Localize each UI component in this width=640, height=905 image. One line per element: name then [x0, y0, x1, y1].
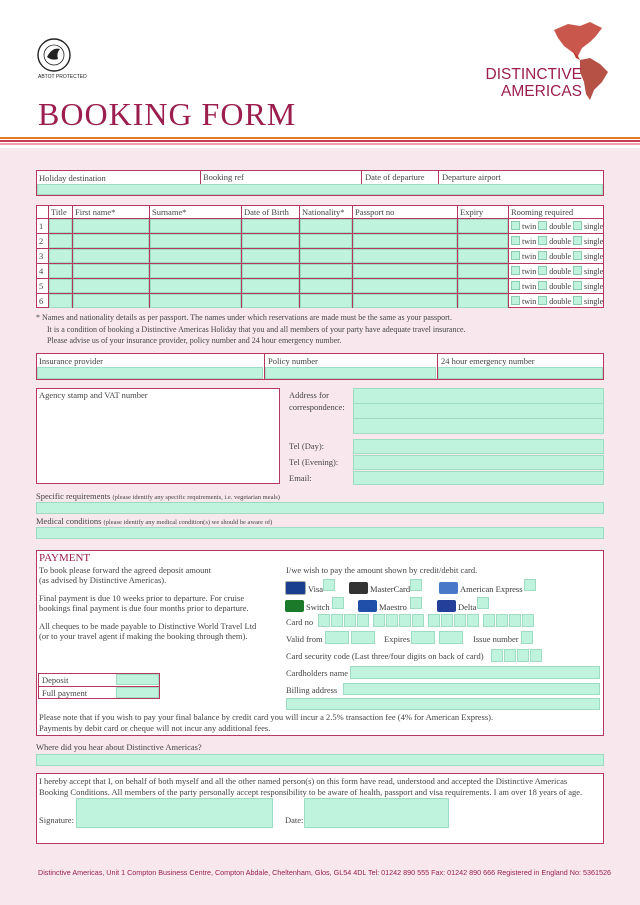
date-input[interactable] [304, 798, 449, 828]
amex-option [439, 579, 523, 597]
rooming-option-label: single [584, 252, 604, 261]
card-number-digit-input[interactable] [441, 614, 453, 627]
card-number-digit-input[interactable] [483, 614, 495, 627]
amex-card-icon [439, 582, 458, 594]
passenger-cell[interactable] [73, 279, 149, 293]
passenger-cell[interactable] [150, 294, 241, 308]
passenger-cell[interactable] [150, 219, 241, 233]
insurance-advice-note: Please advise us of your insurance provider, policy number and 24 hour emergency number. [47, 336, 342, 345]
passenger-header-5: Passport no [355, 207, 395, 217]
abtot-protected-icon [36, 37, 72, 73]
header-stripe-orange [0, 137, 640, 139]
rooming-option-label: twin [522, 282, 537, 291]
passport-note: * Names and nationality details as per passport. The names under which reservations are made must be the same as your passport. [36, 313, 452, 322]
declaration-text-1: I hereby accept that I, on behalf of both myself and all the other named person(s) on this form have read, understood and accepted the Distinctive Americas [39, 776, 568, 786]
signature-input[interactable] [76, 798, 273, 828]
visa-checkbox[interactable] [323, 579, 335, 591]
passenger-cell[interactable] [353, 279, 457, 293]
policy-number-label: Policy number [268, 356, 318, 366]
rooming-option-label: double [549, 237, 572, 246]
passenger-cell[interactable] [458, 249, 508, 263]
passenger-cell[interactable] [73, 294, 149, 308]
passenger-cell[interactable] [49, 249, 72, 263]
payment-text-2: (as advised by Distinctive Americas). [39, 575, 167, 585]
rooming-checkbox[interactable] [538, 296, 547, 305]
switch-card-icon [285, 600, 304, 612]
insurance-provider-label: Insurance provider [39, 356, 103, 366]
maestro-option [358, 597, 407, 615]
passenger-cell[interactable] [353, 234, 457, 248]
passenger-cell[interactable] [458, 234, 508, 248]
billing-address-label: Billing address [286, 685, 338, 695]
declaration-text-2: Booking Conditions. All members of the party personally accept responsibility to be aware of health, passport and visa requirements. I am over 18 years of age. [39, 787, 583, 797]
full-payment-label: Full payment [42, 688, 88, 698]
address-label-2: correspondence: [289, 402, 345, 412]
issue-number-input[interactable] [521, 631, 533, 644]
full-payment-input[interactable] [116, 687, 159, 698]
card-number-digit-input[interactable] [496, 614, 508, 627]
passenger-cell[interactable] [49, 264, 72, 278]
email-input[interactable] [353, 471, 604, 485]
card-number-digit-input[interactable] [522, 614, 534, 627]
page-title: BOOKING FORM [38, 96, 297, 132]
booking-ref-label: Booking ref [203, 172, 244, 182]
passenger-header-3: Date of Birth [244, 207, 289, 217]
card-no-label: Card no [286, 617, 314, 627]
specific-requirements-input[interactable] [36, 502, 604, 514]
rooming-checkbox[interactable] [573, 251, 582, 260]
card-number-digit-input[interactable] [454, 614, 466, 627]
rooming-checkbox[interactable] [573, 236, 582, 245]
delta-card-icon [437, 600, 456, 612]
rooming-option-label: single [584, 267, 604, 276]
passenger-cell[interactable] [353, 219, 457, 233]
passenger-row-number: 1 [39, 221, 44, 231]
card-number-digit-input[interactable] [373, 614, 385, 627]
specific-requirements-title: Specific requirements [36, 491, 111, 501]
visa-option [285, 579, 323, 597]
issue-number-label: Issue number [473, 634, 519, 644]
visa-card-icon [285, 581, 306, 595]
passenger-cell[interactable] [49, 234, 72, 248]
rooming-option-label: double [549, 252, 572, 261]
payment-text-3: Final payment is due 10 weeks prior to departure. For cruise [39, 593, 245, 603]
passenger-cell[interactable] [353, 249, 457, 263]
card-number-digit-input[interactable] [318, 614, 330, 627]
expires-label: Expires [384, 634, 410, 644]
rooming-options [511, 266, 603, 276]
brand-line-1: DISTINCTIVE [485, 66, 582, 83]
amex-label: American Express [460, 584, 523, 594]
tel-evening-input[interactable] [353, 455, 604, 470]
rooming-checkbox[interactable] [511, 251, 520, 260]
rooming-options [511, 221, 603, 231]
card-number-digit-input[interactable] [357, 614, 369, 627]
valid-from-year-input[interactable] [351, 631, 375, 644]
rooming-options [511, 296, 603, 306]
passenger-cell[interactable] [150, 264, 241, 278]
maestro-label: Maestro [379, 602, 407, 612]
header-stripe-pink [0, 143, 640, 145]
rooming-checkbox[interactable] [511, 281, 520, 290]
security-code-input-1[interactable] [491, 649, 503, 662]
hear-about-label: Where did you hear about Distinctive Americas? [36, 742, 202, 752]
amex-checkbox[interactable] [524, 579, 536, 591]
rooming-checkbox[interactable] [538, 236, 547, 245]
deposit-input[interactable] [116, 674, 159, 685]
rooming-option-label: double [549, 282, 572, 291]
passenger-cell[interactable] [458, 294, 508, 308]
passenger-cell[interactable] [73, 219, 149, 233]
abtot-badge [36, 37, 72, 73]
rooming-options [511, 251, 603, 261]
rooming-option-label: twin [522, 222, 537, 231]
rooming-checkbox[interactable] [573, 296, 582, 305]
passenger-cell[interactable] [458, 264, 508, 278]
passenger-row-number: 4 [39, 266, 44, 276]
passenger-cell[interactable] [353, 264, 457, 278]
signature-label: Signature: [39, 815, 74, 825]
payment-text-4: bookings final payment is due four months prior to departure. [39, 603, 249, 613]
security-code-label: Card security code (Last three/four digits on back of card) [286, 651, 484, 661]
rooming-checkbox[interactable] [511, 236, 520, 245]
specific-requirements-label [36, 491, 280, 501]
medical-conditions-note: (please identify any medical condition(s) we should be aware of) [103, 519, 273, 526]
passenger-cell[interactable] [73, 264, 149, 278]
passenger-header-4: Nationality* [302, 207, 345, 217]
passenger-header-2: Surname* [152, 207, 187, 217]
tel-day-input[interactable] [353, 439, 604, 454]
billing-address-input-1[interactable] [343, 683, 600, 695]
card-number-digit-input[interactable] [412, 614, 424, 627]
visa-label: Visa [308, 584, 324, 594]
date-of-departure-label: Date of departure [365, 172, 425, 182]
passenger-cell[interactable] [242, 234, 299, 248]
footer-address: Distinctive Americas, Unit 1 Compton Business Centre, Compton Abdale, Cheltenham, Glos, GL54 4DL Tel: 01242 890 555 Fax: 01242 890 666 Registered in England No: 5361526 [38, 868, 611, 877]
passenger-row-number: 6 [39, 296, 44, 306]
card-number-digit-input[interactable] [399, 614, 411, 627]
maestro-checkbox[interactable] [410, 597, 422, 609]
passenger-cell[interactable] [300, 249, 352, 263]
payment-heading: PAYMENT [39, 552, 91, 564]
brand-name [482, 66, 582, 100]
passenger-header-6: Expiry [460, 207, 484, 217]
emergency-number-label: 24 hour emergency number [441, 356, 535, 366]
rooming-checkbox[interactable] [538, 281, 547, 290]
medical-conditions-label [36, 516, 272, 526]
security-code-input-2[interactable] [504, 649, 516, 662]
passenger-cell[interactable] [150, 249, 241, 263]
hear-about-input[interactable] [36, 754, 604, 766]
switch-checkbox[interactable] [332, 597, 344, 609]
trip-details-input[interactable] [37, 184, 603, 195]
holiday-destination-label: Holiday destination [39, 173, 106, 183]
agency-stamp-box[interactable] [36, 388, 280, 484]
passenger-cell[interactable] [300, 264, 352, 278]
no-fee-note: Payments by debit card or cheque will not incur any additional fees. [39, 723, 271, 733]
rooming-option-label: twin [522, 237, 537, 246]
passenger-cell[interactable] [242, 219, 299, 233]
passenger-cell[interactable] [458, 279, 508, 293]
rooming-checkbox[interactable] [511, 221, 520, 230]
passenger-row-number: 5 [39, 281, 44, 291]
header-stripe-red [0, 140, 640, 142]
expires-month-input[interactable] [411, 631, 435, 644]
mastercard-label: MasterCard [370, 584, 411, 594]
rooming-option-label: double [549, 222, 572, 231]
medical-conditions-title: Medical conditions [36, 516, 102, 526]
passenger-row-number: 3 [39, 251, 44, 261]
rooming-option-label: twin [522, 252, 537, 261]
abtot-badge-text: ABTOT PROTECTED [38, 74, 87, 80]
address-label-1: Address for [289, 390, 329, 400]
mastercard-checkbox[interactable] [410, 579, 422, 591]
mastercard-icon [349, 582, 368, 594]
card-number-digit-input[interactable] [467, 614, 479, 627]
expires-year-input[interactable] [439, 631, 463, 644]
date-label: Date: [285, 815, 304, 825]
passenger-cell[interactable] [49, 279, 72, 293]
rooming-options [511, 236, 603, 246]
cardholder-input[interactable] [350, 666, 600, 679]
passenger-cell[interactable] [300, 219, 352, 233]
specific-requirements-note: (please identify any specific requirements, i.e. vegetarian meals) [112, 494, 280, 501]
passenger-cell[interactable] [353, 294, 457, 308]
cardholder-label: Cardholders name [286, 668, 349, 678]
payment-text-1: To book please forward the agreed deposit amount [39, 565, 211, 575]
card-number-digit-input[interactable] [344, 614, 356, 627]
passenger-cell[interactable] [242, 264, 299, 278]
card-number-digit-input[interactable] [428, 614, 440, 627]
passenger-cell[interactable] [300, 234, 352, 248]
passenger-cell[interactable] [242, 279, 299, 293]
rooming-checkbox[interactable] [573, 221, 582, 230]
passenger-header-1: First name* [75, 207, 116, 217]
brand-line-2: AMERICAS [501, 83, 582, 100]
rooming-checkbox[interactable] [573, 266, 582, 275]
delta-option [437, 597, 476, 615]
medical-conditions-input[interactable] [36, 527, 604, 539]
card-number-digit-input[interactable] [509, 614, 521, 627]
passenger-row-number: 2 [39, 236, 44, 246]
rooming-option-label: double [549, 297, 572, 306]
passenger-cell[interactable] [300, 294, 352, 308]
security-code-input-4[interactable] [530, 649, 542, 662]
rooming-checkbox[interactable] [538, 266, 547, 275]
rooming-checkbox[interactable] [573, 281, 582, 290]
agency-stamp-label: Agency stamp and VAT number [39, 390, 148, 400]
rooming-option-label: single [584, 282, 604, 291]
rooming-checkbox[interactable] [511, 296, 520, 305]
passenger-cell[interactable] [49, 219, 72, 233]
passenger-cell[interactable] [73, 234, 149, 248]
switch-label: Switch [306, 602, 330, 612]
tel-day-label: Tel (Day): [289, 441, 325, 451]
emergency-number-input[interactable] [438, 367, 603, 379]
address-input[interactable] [353, 388, 604, 434]
delta-checkbox[interactable] [477, 597, 489, 609]
passenger-cell[interactable] [150, 234, 241, 248]
email-label: Email: [289, 473, 312, 483]
payment-text-5: All cheques to be made payable to Distinctive World Travel Ltd [39, 621, 257, 631]
passenger-cell[interactable] [49, 294, 72, 308]
rooming-option-label: single [584, 237, 604, 246]
passenger-header-0: Title [51, 207, 67, 217]
insurance-note: It is a condition of booking a Distinctive Americas Holiday that you and all members of your party have adequate travel insurance. [47, 325, 466, 334]
tel-evening-label: Tel (Evening): [289, 457, 339, 467]
payment-text-6: (or to your travel agent if making the booking through them). [39, 631, 248, 641]
passenger-cell[interactable] [73, 249, 149, 263]
rooming-checkbox[interactable] [511, 266, 520, 275]
passenger-header-7: Rooming required [511, 207, 574, 217]
rooming-options [511, 281, 603, 291]
rooming-option-label: single [584, 297, 604, 306]
passenger-cell[interactable] [300, 279, 352, 293]
security-code-input-3[interactable] [517, 649, 529, 662]
rooming-option-label: twin [522, 297, 537, 306]
billing-address-input-2[interactable] [286, 698, 600, 710]
card-number-digit-input[interactable] [386, 614, 398, 627]
rooming-option-label: twin [522, 267, 537, 276]
rooming-checkbox[interactable] [538, 251, 547, 260]
maestro-card-icon [358, 600, 377, 612]
deposit-label: Deposit [42, 675, 69, 685]
card-number-digit-input[interactable] [331, 614, 343, 627]
card-intro: I/we wish to pay the amount shown by credit/debit card. [286, 565, 478, 575]
mastercard-option [349, 579, 410, 597]
policy-number-input[interactable] [265, 367, 436, 379]
card-fee-note: Please note that if you wish to pay your final balance by credit card you will incur a 2.5% transaction fee (4% for American Express). [39, 712, 494, 722]
departure-airport-label: Departure airport [442, 172, 501, 182]
passenger-cell[interactable] [458, 219, 508, 233]
passenger-cell[interactable] [242, 249, 299, 263]
valid-from-label: Valid from [286, 634, 323, 644]
insurance-provider-input[interactable] [37, 367, 263, 379]
valid-from-month-input[interactable] [325, 631, 349, 644]
passenger-cell[interactable] [242, 294, 299, 308]
switch-option [285, 597, 330, 615]
rooming-option-label: single [584, 222, 604, 231]
rooming-option-label: double [549, 267, 572, 276]
rooming-checkbox[interactable] [538, 221, 547, 230]
delta-label: Delta [458, 602, 477, 612]
passenger-cell[interactable] [150, 279, 241, 293]
